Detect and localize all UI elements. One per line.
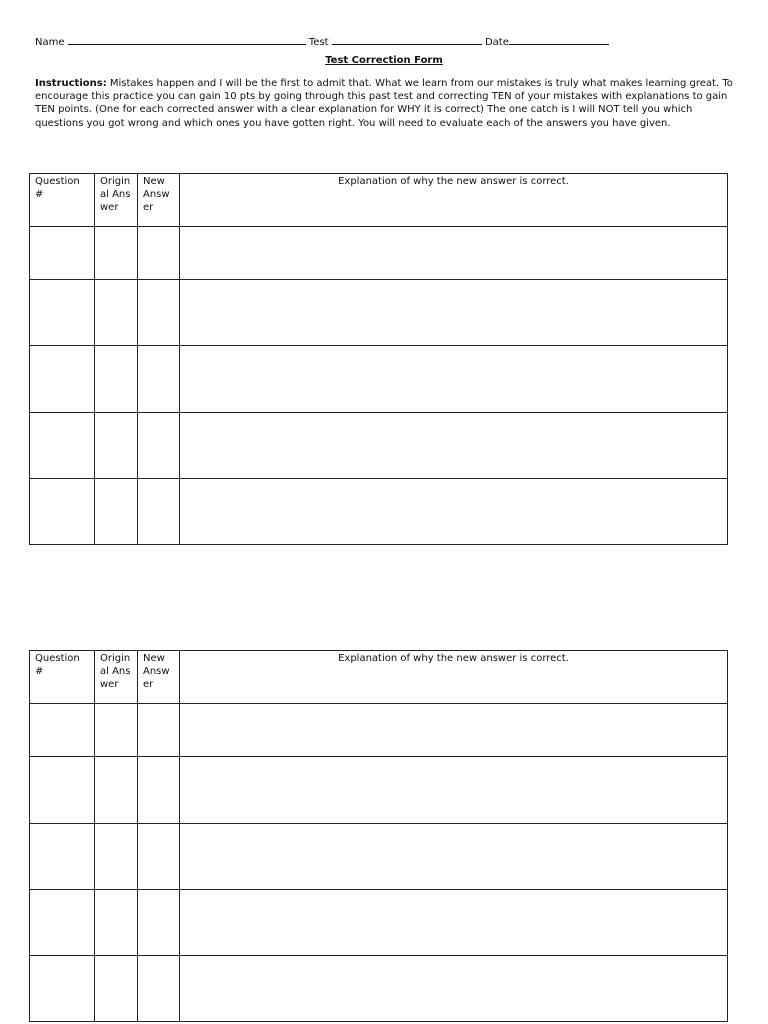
explanation-cell[interactable] xyxy=(180,704,728,757)
new-answer-cell[interactable] xyxy=(138,890,180,956)
new-answer-cell[interactable] xyxy=(138,413,180,479)
new-answer-cell[interactable] xyxy=(138,704,180,757)
question-cell[interactable] xyxy=(30,280,95,346)
new-answer-cell[interactable] xyxy=(138,757,180,824)
explanation-cell[interactable] xyxy=(180,227,728,280)
name-field[interactable] xyxy=(68,34,306,45)
table-row[interactable] xyxy=(30,413,728,479)
original-answer-cell[interactable] xyxy=(95,704,138,757)
table-row[interactable] xyxy=(30,346,728,413)
question-cell[interactable] xyxy=(30,479,95,545)
table-row[interactable] xyxy=(30,890,728,956)
name-label: Name xyxy=(35,37,65,48)
question-cell[interactable] xyxy=(30,824,95,890)
explanation-cell[interactable] xyxy=(180,346,728,413)
header-new-answer: New Answer xyxy=(138,174,180,227)
new-answer-cell[interactable] xyxy=(138,956,180,1022)
date-field[interactable] xyxy=(509,34,609,45)
header-question: Question # xyxy=(30,651,95,704)
new-answer-cell[interactable] xyxy=(138,479,180,545)
table-row[interactable] xyxy=(30,757,728,824)
explanation-cell[interactable] xyxy=(180,824,728,890)
correction-table-2 xyxy=(29,650,728,1022)
header-explanation: Explanation of why the new answer is correct. xyxy=(180,651,728,704)
question-cell[interactable] xyxy=(30,890,95,956)
new-answer-cell[interactable] xyxy=(138,346,180,413)
header-fields xyxy=(35,34,609,48)
correction-table-1 xyxy=(29,173,728,545)
table-row[interactable] xyxy=(30,704,728,757)
original-answer-cell[interactable] xyxy=(95,824,138,890)
explanation-cell[interactable] xyxy=(180,757,728,824)
explanation-cell[interactable] xyxy=(180,280,728,346)
question-cell[interactable] xyxy=(30,227,95,280)
original-answer-cell[interactable] xyxy=(95,227,138,280)
question-cell[interactable] xyxy=(30,413,95,479)
new-answer-cell[interactable] xyxy=(138,227,180,280)
table-row[interactable] xyxy=(30,479,728,545)
original-answer-cell[interactable] xyxy=(95,479,138,545)
original-answer-cell[interactable] xyxy=(95,890,138,956)
explanation-cell[interactable] xyxy=(180,479,728,545)
original-answer-cell[interactable] xyxy=(95,280,138,346)
question-cell[interactable] xyxy=(30,757,95,824)
instructions xyxy=(35,77,735,130)
table-row[interactable] xyxy=(30,824,728,890)
header-original-answer: Original Answer xyxy=(95,651,138,704)
header-explanation: Explanation of why the new answer is correct. xyxy=(180,174,728,227)
original-answer-cell[interactable] xyxy=(95,346,138,413)
original-answer-cell[interactable] xyxy=(95,757,138,824)
header-question: Question # xyxy=(30,174,95,227)
test-field[interactable] xyxy=(332,34,482,45)
explanation-cell[interactable] xyxy=(180,956,728,1022)
new-answer-cell[interactable] xyxy=(138,280,180,346)
explanation-cell[interactable] xyxy=(180,890,728,956)
instructions-lead: Instructions: xyxy=(35,78,107,89)
new-answer-cell[interactable] xyxy=(138,824,180,890)
question-cell[interactable] xyxy=(30,346,95,413)
table-header-row xyxy=(30,651,728,704)
question-cell[interactable] xyxy=(30,956,95,1022)
table-row[interactable] xyxy=(30,280,728,346)
table-row[interactable] xyxy=(30,227,728,280)
form-title: Test Correction Form xyxy=(325,55,443,66)
explanation-cell[interactable] xyxy=(180,413,728,479)
date-label: Date xyxy=(484,37,509,48)
table-header-row xyxy=(30,174,728,227)
header-new-answer: New Answer xyxy=(138,651,180,704)
question-cell[interactable] xyxy=(30,704,95,757)
instructions-body: Mistakes happen and I will be the first to admit that. What we learn from our mistakes is truly what makes learning great. To encourage this practice you can gain 10 pts by going through this past test and correcting TEN of your mistakes with explanations to gain TEN points. (One for each corrected answer with a clear explanation for WHY it is correct) The one catch is I will NOT tell you which questions you got wrong and which ones you have gotten right. You will need to evaluate each of the answers you have given. xyxy=(35,78,733,129)
original-answer-cell[interactable] xyxy=(95,956,138,1022)
table-row[interactable] xyxy=(30,956,728,1022)
test-label: Test xyxy=(308,37,329,48)
header-original-answer: Original Answer xyxy=(95,174,138,227)
original-answer-cell[interactable] xyxy=(95,413,138,479)
